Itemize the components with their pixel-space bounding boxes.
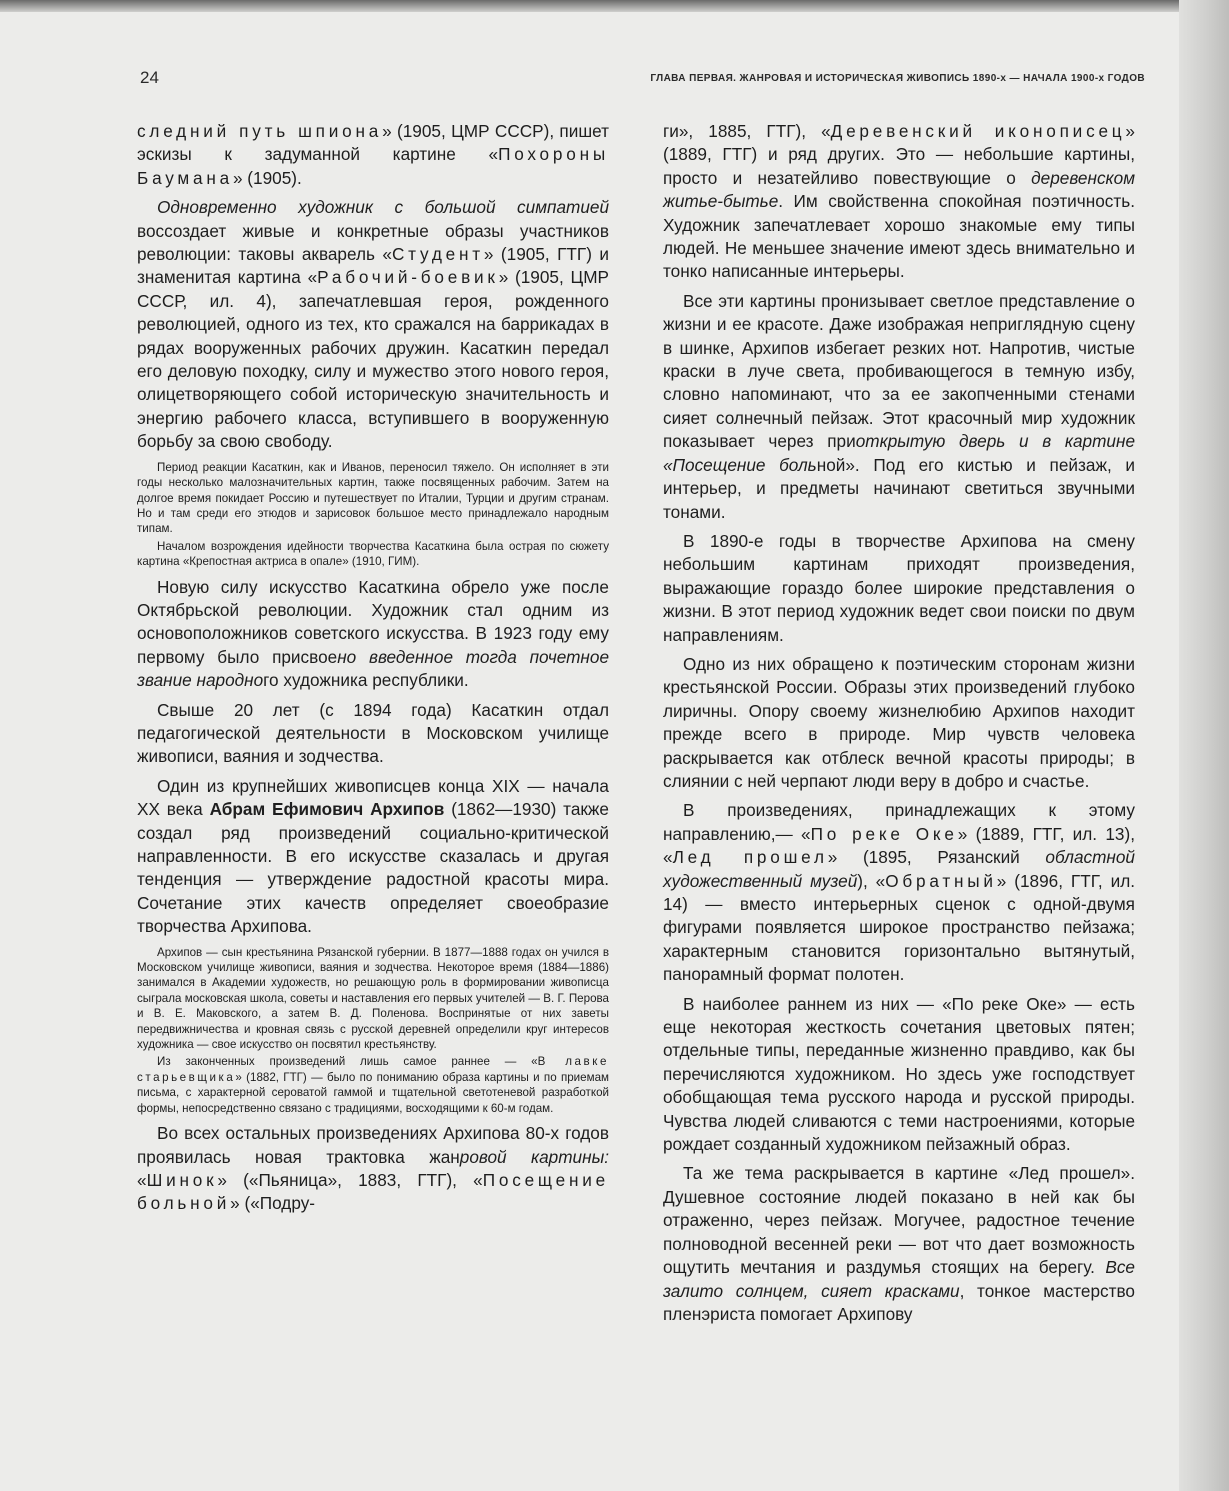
- scan-shadow-top: [0, 0, 1229, 12]
- running-header: ГЛАВА ПЕРВАЯ. ЖАНРОВАЯ И ИСТОРИЧЕСКАЯ ЖИВОПИСЬ 1890-х — НАЧАЛА 1900-х ГОДОВ: [650, 73, 1145, 84]
- paragraph: В наиболее раннем из них — «По реке Оке» — есть еще некоторая жесткость сочетания цветовых пятен; отдельные типы, переданные жизненно правдиво, как бы перечисляются художником. Но здесь уже господствует обобщающая тема русского народа и русской природы. Чувства людей сливаются с теми настроениями, которые рождает созданный художником пейзажный образ.: [663, 993, 1135, 1155]
- book-spine-shadow: [1179, 0, 1229, 1491]
- paragraph: В произведениях, принадлежащих к этому направлению,— «По реке Оке» (1889, ГТГ, ил. 13), «Лед прошел» (1895, Рязанский областной художественный музей), «Обратный» (1896, ГТГ, ил. 14) — вместо интерьерных сценок с одной-двумя фигурами появляется широкое пространство пейзажа; характерным становится горизонтально вытянутый, панорамный формат полотен.: [663, 800, 1135, 985]
- left-column: [137, 120, 609, 1216]
- paragraph: В 1890-е годы в творчестве Архипова на смену небольшим картинам приходят произведения, выражающие гораздо более широкие представления о жизни. В этот период художник ведет свои поиски по двум направлениям.: [663, 530, 1135, 645]
- paragraph: Новую силу искусство Касаткина обрело уже после Октябрьской революции. Художник стал одним из основоположников советского искусства. В 1923 году ему первому было присвоено введенное тогда почетное звание народного художника республики.: [137, 576, 609, 691]
- small-print-paragraph: Из законченных произведений лишь самое раннее — «В лавке старьевщика» (1882, ГТГ) — было по пониманию образа картины и по приемам письма, с характерной сероватой гаммой и тщательной светотеневой разработкой формы, непосредственно связано с традициями, восходящими к 60-м годам.: [137, 1055, 609, 1115]
- paragraph: ги», 1885, ГТГ), «Деревенский иконописец» (1889, ГТГ) и ряд других. Это — небольшие картины, просто и незатейливо повествующие о деревенском житье-бытье. Им свойственна спокойная поэтичность. Художник запечатлевает хорошо знакомые ему типы людей. Не меньшее значение имеют здесь внимательно и тонко написанные интерьеры.: [663, 121, 1135, 282]
- paragraph: Во всех остальных произведениях Архипова 80-х годов проявилась новая трактовка жанровой картины: «Шинок» («Пьяница», 1883, ГТГ), «Посещение больной» («Подру-: [137, 1123, 609, 1214]
- paragraph: Свыше 20 лет (с 1894 года) Касаткин отдал педагогической деятельности в Московском училище живописи, ваяния и зодчества.: [137, 699, 609, 767]
- paragraph: Все эти картины пронизывает светлое представление о жизни и ее красоте. Даже изображая неприглядную сцену в шинке, Архипов избегает резких нот. Напротив, чистые краски в луче света, пробивающегося в темную избу, словно напоминают, что за ее закопченными стенами сияет солнечный пейзаж. Этот красочный мир художник показывает через приоткрытую дверь и в картине «Посещение больной». Под его кистью и пейзаж, и интерьер, и предметы начинают светиться звучными тонами.: [663, 290, 1136, 522]
- paragraph: Одновременно художник с большой симпатией воссоздает живые и конкретные образы участников революции: таковы акварель «Студент» (1905, ГТГ) и знаменитая картина «Рабочий-боевик» (1905, ЦМР СССР, ил. 4), запечатлевшая героя, рожденного революцией, одного из тех, кто сражался на баррикадах в рядах вооруженных рабочих дружин. Касаткин передал его деловую походку, силу и мужество этого нового героя, олицетворяющего собой историческую значительность и энергию рабочего класса, вступившего в вооруженную борьбу за свою свободу.: [137, 197, 610, 452]
- page-number: 24: [140, 68, 159, 87]
- paragraph: следний путь шпиона» (1905, ЦМР СССР), пишет эскизы к задуманной картине «Похороны Баумана» (1905).: [137, 121, 609, 188]
- right-column: [663, 120, 1135, 1326]
- paragraph: Один из крупнейших живописцев конца XIX — начала XX века Абрам Ефимович Архипов (1862—1930) также создал ряд произведений социально-критической направленности. В его искусстве сказалась и другая тенденция — утверждение радостной красоты мира. Сочетание этих качеств определяет своеобразие творчества Архипова.: [137, 775, 609, 937]
- small-print-paragraph: Архипов — сын крестьянина Рязанской губернии. В 1877—1888 годах он учился в Московском училище живописи, ваяния и зодчества. Некоторое время (1884—1886) занимался в Академии художеств, но решающую роль в формировании живописца сыграла московская школа, советы и наставления его первых учителей — В. Г. Перова и В. Е. Маковского, а затем В. Д. Поленова. Воспринятые от них заветы передвижничества и кровная связь с русской деревней определили круг интересов художника — свое искусство он посвятил крестьянству.: [137, 945, 609, 1052]
- paragraph: Та же тема раскрывается в картине «Лед прошел». Душевное состояние людей показано в ней как бы отраженно, через пейзаж. Могучее, радостное течение полноводной весенней реки — вот что дает возможность ощутить мечтания и раздумья стоящих на берегу. Все залито солнцем, сияет красками, тонкое мастерство пленэриста помогает Архипову: [663, 1163, 1135, 1324]
- small-print-paragraph: Началом возрождения идейности творчества Касаткина была острая по сюжету картина «Крепостная актриса в опале» (1910, ГИМ).: [137, 539, 609, 569]
- small-print-paragraph: Период реакции Касаткин, как и Иванов, переносил тяжело. Он исполняет в эти годы несколько малозначительных картин, также посвященных рабочим. Затем на долгое время покидает Россию и путешествует по Италии, Турции и другим странам. Но и там среди его этюдов и зарисовок большое место принадлежало народным типам.: [137, 460, 609, 536]
- paragraph: Одно из них обращено к поэтическим сторонам жизни крестьянской России. Образы этих произведений глубоко лиричны. Опору своему жизнелюбию Архипов находит прежде всего в природе. Мир чувств человека раскрывается как отблеск вечной красоты природы; в слиянии с ней черпают люди веру в добро и счастье.: [663, 653, 1135, 791]
